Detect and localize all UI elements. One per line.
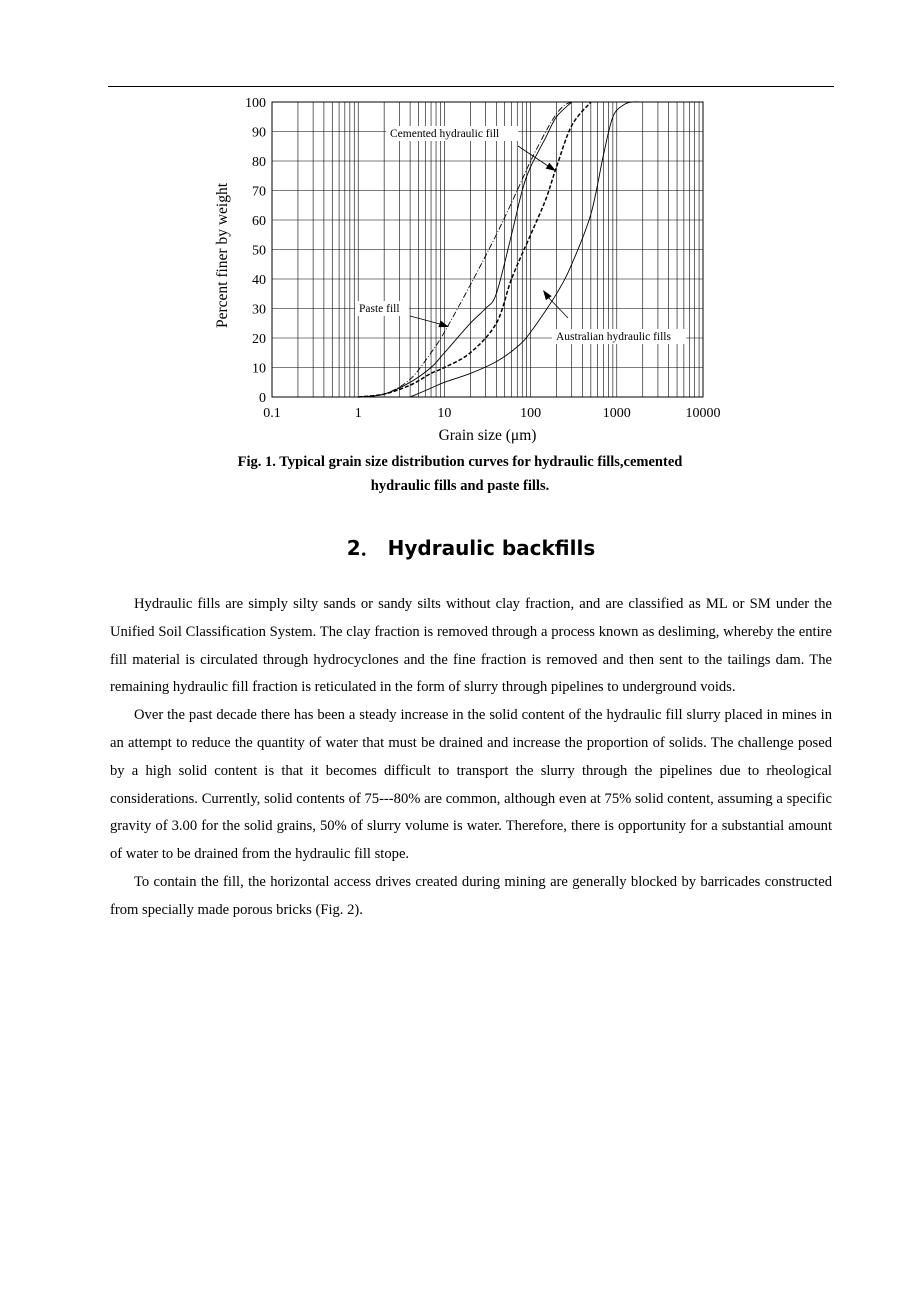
x-tick-label: 1: [354, 406, 362, 421]
x-axis-label: Grain size (μm): [438, 427, 537, 444]
paragraph-2: Over the past decade there has been a steady increase in the solid content of the hydraulic fill slurry placed in mines in an attempt to reduce the quantity of water that must be drained and increase the proportion of solids. The challenge posed by a high solid content is that it becomes difficult to transport the slurry through the pipelines due to rheological considerations. Currently, solid contents of 75---80% are common, although even at 75% solid content, assuming a specific gravity of 3.00 for the solid grains, 50% of slurry volume is water. Therefore, there is opportunity for a substantial amount of water to be drained from the hydraulic fill stope.: [110, 707, 832, 863]
y-tick-label: 100: [245, 96, 266, 111]
y-tick-labels: [245, 96, 266, 406]
body-text: [110, 591, 832, 925]
y-tick-label: 30: [252, 302, 266, 318]
chart-grid: [272, 102, 703, 397]
y-tick-label: 80: [252, 155, 266, 170]
x-tick-label: 1000: [602, 406, 631, 421]
annotation-leader-line: [548, 297, 568, 318]
section-heading: 2． Hydraulic backfills: [346, 536, 596, 560]
annotation-layer: [355, 126, 686, 344]
annotation-arrowhead: [546, 163, 556, 171]
x-tick-labels: [263, 406, 720, 421]
y-tick-label: 10: [252, 361, 266, 377]
y-tick-label: 70: [252, 184, 266, 200]
y-tick-label: 40: [252, 273, 266, 288]
annotation-arrowhead: [543, 290, 552, 300]
figure-caption-line-2: hydraulic fills and paste fills.: [370, 478, 550, 494]
y-tick-label: 50: [252, 243, 266, 259]
paragraph-1: Hydraulic fills are simply silty sands or sandy silts without clay fraction, and are classified as ML or SM under the Unified Soil Classification System. The clay fraction is removed through a process known as desliming, whereby the entire fill material is circulated through hydrocyclones and the fine fraction is removed and then sent to the tailings dam. The remaining hydraulic fill fraction is reticulated in the form of slurry through pipelines to underground voids.: [110, 596, 832, 696]
grain-size-chart: [0, 0, 920, 460]
annotation-label: Cemented hydraulic fill: [390, 128, 500, 140]
paragraph-3: To contain the fill, the horizontal access drives created during mining are generally blocked by barricades constructed from specially made porous bricks (Fig. 2).: [110, 873, 832, 918]
annotation-label: Australian hydraulic fills: [556, 331, 671, 343]
x-tick-label: 0.1: [263, 406, 281, 421]
x-tick-label: 10: [437, 406, 452, 421]
y-tick-label: 60: [252, 214, 266, 229]
y-axis-label: Percent finer by weight: [214, 182, 231, 329]
figure-caption-line-1: Fig. 1. Typical grain size distribution curves for hydraulic fills,cemented: [237, 454, 683, 470]
annotation-label: Paste fill: [359, 303, 400, 315]
x-tick-label: 10000: [685, 406, 721, 421]
y-tick-label: 0: [259, 391, 266, 406]
annotation-arrowhead: [438, 321, 449, 328]
y-tick-label: 90: [252, 125, 266, 141]
x-tick-label: 100: [520, 406, 542, 421]
y-tick-label: 20: [252, 332, 266, 347]
